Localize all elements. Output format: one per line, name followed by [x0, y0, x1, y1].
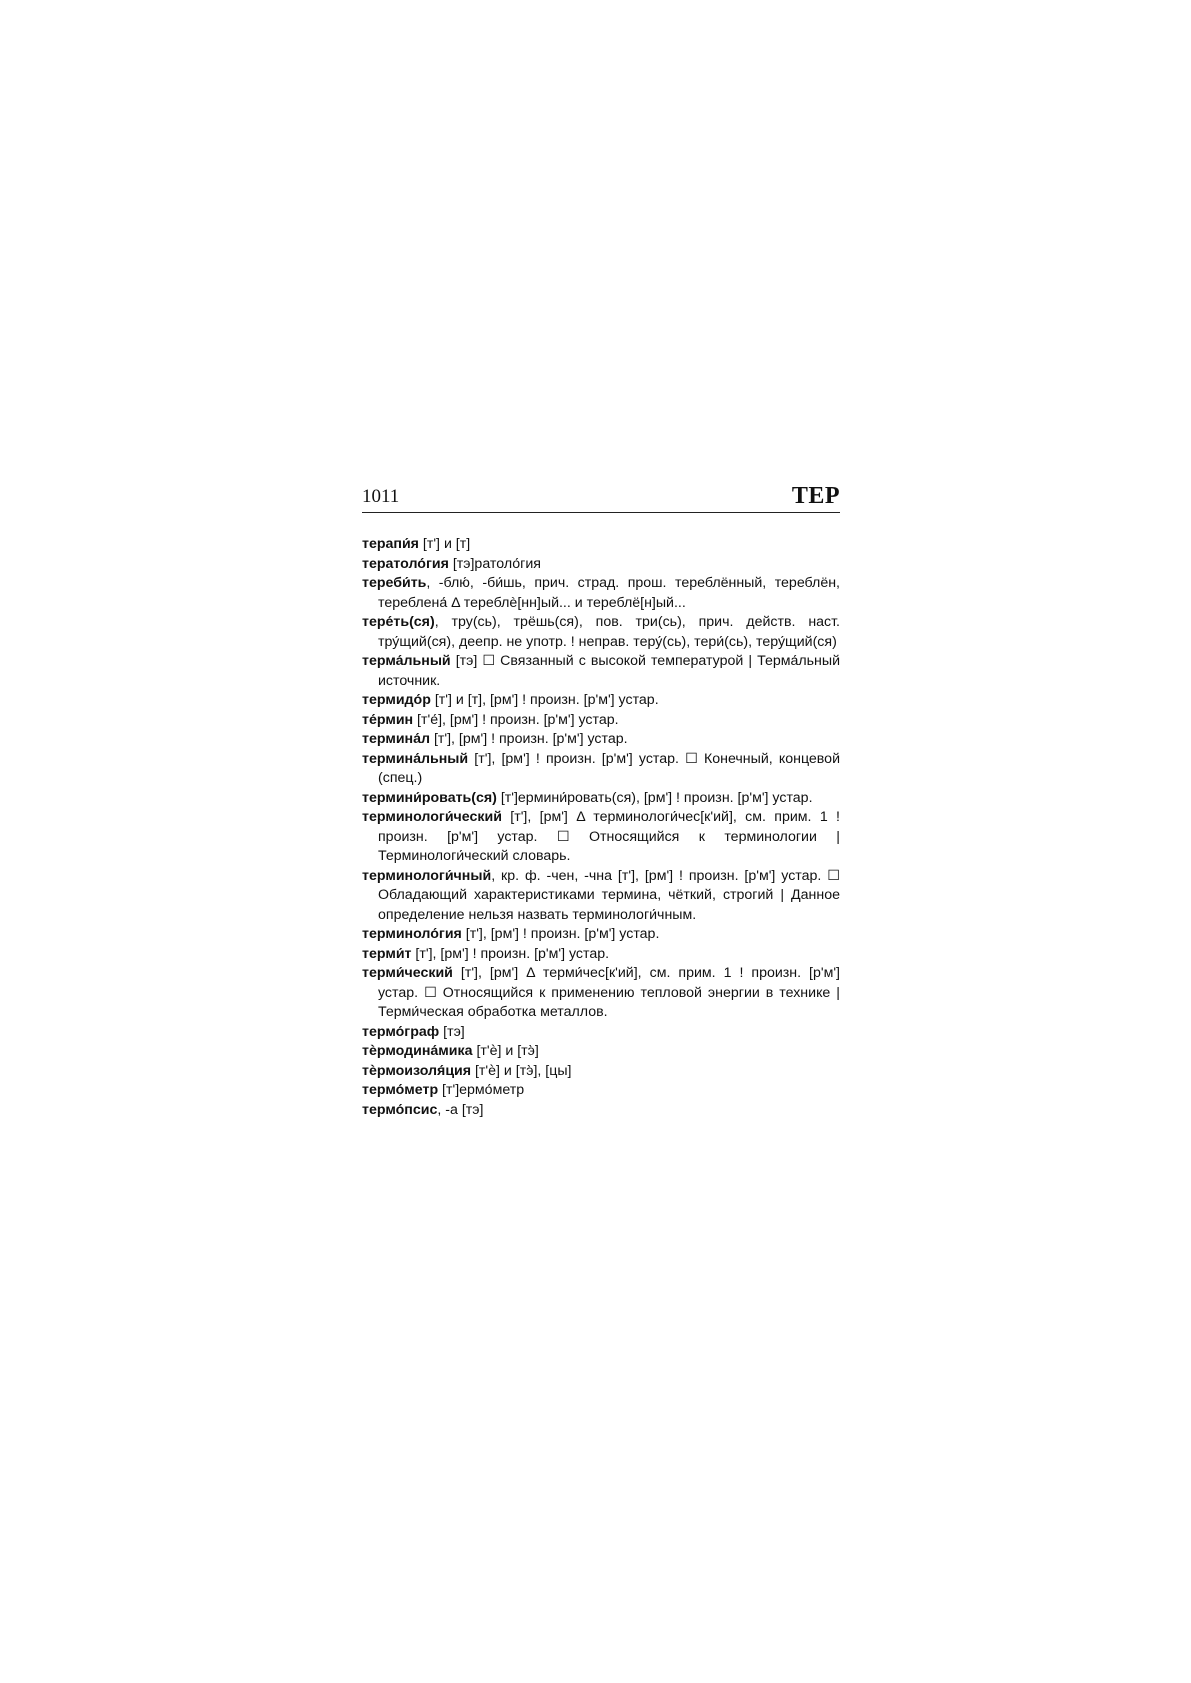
entry-body: [тэ]: [439, 1023, 465, 1040]
entry-list: [362, 535, 840, 1120]
entry-headword: тереби́ть: [362, 575, 427, 591]
entry-headword: тере́ть(ся): [362, 614, 435, 630]
dictionary-entry: [362, 574, 840, 613]
page-number: 1011: [362, 486, 400, 507]
entry-headword: терминологи́чный: [362, 867, 492, 884]
entry-body: [т'], [рм'] ! произн. [р'м'] устар.: [411, 945, 610, 962]
entry-headword: терми́т: [362, 945, 412, 962]
entry-headword: терминоло́гия: [362, 926, 462, 942]
entry-headword: терма́льный: [362, 653, 451, 669]
entry-headword: термо́метр: [362, 1082, 439, 1098]
dictionary-entry: [362, 750, 840, 789]
entry-body: [тэ]ратоло́гия: [448, 555, 541, 572]
dictionary-entry: [362, 535, 840, 555]
dictionary-entry: [362, 652, 840, 691]
entry-body: [т'], [рм'] ! произн. [р'м'] устар.: [461, 926, 660, 942]
entry-body: [т'] и [т], [рм'] ! произн. [р'м'] устар.: [430, 692, 659, 708]
entry-headword: терминологи́ческий: [362, 809, 502, 825]
dictionary-entry: [362, 1042, 840, 1062]
entry-headword: термо́псис: [362, 1101, 438, 1118]
entry-body: [т'], [рм'] Δ терми́чес[к'ий], см. прим. 1 ! произн. [р'м'] устар. ☐ Относящийся к применению тепловой энергии в технике | Терми́ческая обработка металлов.: [378, 965, 840, 1020]
entry-body: [т'], [рм'] ! произн. [р'м'] устар. ☐ Конечный, концевой (спец.): [378, 750, 840, 786]
entry-headword: тератоло́гия: [362, 555, 449, 572]
entry-headword: термина́л: [362, 731, 431, 747]
entry-body: , -а [тэ]: [437, 1101, 484, 1118]
running-head: [362, 478, 840, 513]
entry-body: , тру(сь), трёшь(ся), пов. три(сь), прич. действ. наст. тру́щий(ся), деепр. не употр. ! неправ. теру́(сь), тери́(сь), теру́щий(ся): [378, 614, 840, 650]
entry-body: , -блю́, -би́шь, прич. страд. прош. тереблённый, тереблён, тереблена́ Δ тереблè[нн]ый... и тереблё[н]ый...: [378, 575, 840, 611]
dictionary-entry: [362, 1081, 840, 1101]
dictionary-entry: [362, 1062, 840, 1082]
dictionary-entry: [362, 964, 840, 1023]
dictionary-entry: [362, 867, 840, 926]
dictionary-entry: [362, 555, 840, 575]
entry-body: [т'ѐ] и [тэ̀], [цы]: [471, 1062, 572, 1079]
entry-body: [т']ермо́метр: [438, 1082, 525, 1098]
entry-body: [т'ѐ] и [тэ̀]: [472, 1043, 539, 1059]
dictionary-entry: [362, 789, 840, 809]
entry-body: [т'] и [т]: [418, 536, 471, 552]
entry-body: [т'], [рм'] ! произн. [р'м'] устар.: [430, 731, 628, 747]
entry-headword: те́рмин: [362, 711, 414, 728]
dictionary-entry: [362, 1101, 840, 1121]
dictionary-entry: [362, 711, 840, 731]
guide-word: ТЕР: [791, 483, 840, 509]
dictionary-entry: [362, 925, 840, 945]
entry-body: , кр. ф. -чен, -чна [т'], [рм'] ! произн. [р'м'] устар. ☐ Обладающий характеристиками термина, чёткий, строгий | Данное определение нельзя назвать терминологи́чным.: [378, 867, 840, 923]
dictionary-page: [362, 478, 840, 1120]
entry-body: [т'], [рм'] Δ терминологи́чес[к'ий], см. прим. 1 ! произн. [р'м'] устар. ☐ Относящийся к терминологии | Терминологи́ческий словарь.: [378, 809, 840, 864]
dictionary-entry: [362, 691, 840, 711]
dictionary-entry: [362, 945, 840, 965]
dictionary-entry: [362, 1023, 840, 1043]
entry-headword: термо́граф: [362, 1023, 440, 1040]
entry-headword: тѐрмоизоля́ция: [362, 1062, 472, 1079]
dictionary-entry: [362, 808, 840, 867]
entry-headword: терапи́я: [362, 536, 419, 552]
entry-headword: термина́льный: [362, 750, 469, 767]
entry-body: [тэ] ☐ Связанный с высокой температурой | Терма́льный источник.: [378, 653, 840, 689]
dictionary-entry: [362, 613, 840, 652]
entry-body: [т'е́], [рм'] ! произн. [р'м'] устар.: [413, 711, 619, 728]
dictionary-entry: [362, 730, 840, 750]
entry-headword: тѐрмодина́мика: [362, 1043, 473, 1059]
entry-headword: терми́ческий: [362, 965, 453, 981]
entry-headword: термидо́р: [362, 692, 431, 708]
entry-body: [т']ермини́ровать(ся), [рм'] ! произн. [р'м'] устар.: [496, 789, 813, 806]
entry-headword: термини́ровать(ся): [362, 789, 497, 806]
